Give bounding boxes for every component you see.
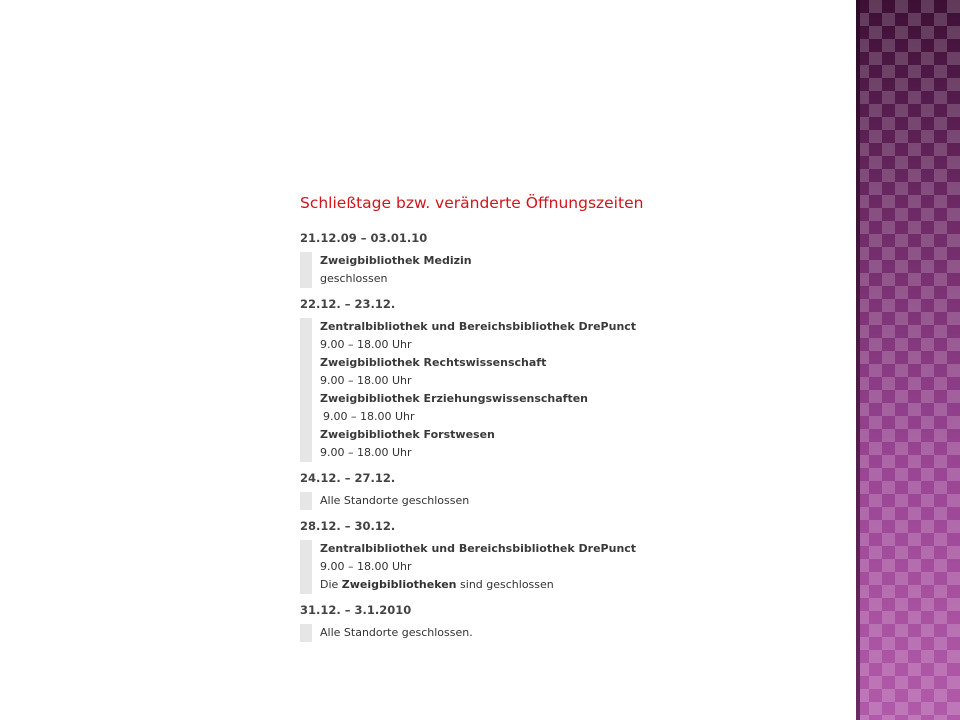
entry-block xyxy=(300,492,720,510)
opening-hours: 9.00 – 18.00 Uhr xyxy=(320,374,412,387)
entry-block xyxy=(300,540,720,594)
date-heading: 28.12. – 30.12. xyxy=(300,519,396,533)
entry-block xyxy=(300,318,720,462)
opening-hours: 9.00 – 18.00 Uhr xyxy=(320,560,412,573)
status-prefix: Die xyxy=(320,578,342,591)
date-heading: 22.12. – 23.12. xyxy=(300,297,396,311)
status-suffix: sind geschlossen xyxy=(456,578,554,591)
decorative-side-band xyxy=(856,0,960,720)
date-heading: 21.12.09 – 03.01.10 xyxy=(300,231,428,245)
date-heading: 31.12. – 3.1.2010 xyxy=(300,603,412,617)
status-text: Alle Standorte geschlossen. xyxy=(320,626,473,639)
status-text: Alle Standorte geschlossen xyxy=(320,494,470,507)
notice-title: Schließtage bzw. veränderte Öffnungszeiten xyxy=(300,194,644,212)
opening-hours: 9.00 – 18.00 Uhr xyxy=(323,410,415,423)
entry-block xyxy=(300,252,720,288)
opening-hours: 9.00 – 18.00 Uhr xyxy=(320,338,412,351)
closure-notice xyxy=(300,193,720,649)
status-text xyxy=(320,576,720,594)
library-name: Zentralbibliothek und Bereichsbibliothek DrePunct xyxy=(320,542,637,555)
library-name: Zweigbibliothek Erziehungswissenschaften xyxy=(320,392,589,405)
library-name: Zweigbibliothek Rechtswissenschaft xyxy=(320,356,547,369)
library-name: Zweigbibliothek Medizin xyxy=(320,254,472,267)
library-name: Zentralbibliothek und Bereichsbibliothek DrePunct xyxy=(320,320,637,333)
date-heading: 24.12. – 27.12. xyxy=(300,471,396,485)
entry-block xyxy=(300,624,720,642)
status-text: geschlossen xyxy=(320,272,388,285)
library-name: Zweigbibliothek Forstwesen xyxy=(320,428,495,441)
branch-libraries-label: Zweigbibliotheken xyxy=(341,578,457,591)
opening-hours: 9.00 – 18.00 Uhr xyxy=(320,446,412,459)
